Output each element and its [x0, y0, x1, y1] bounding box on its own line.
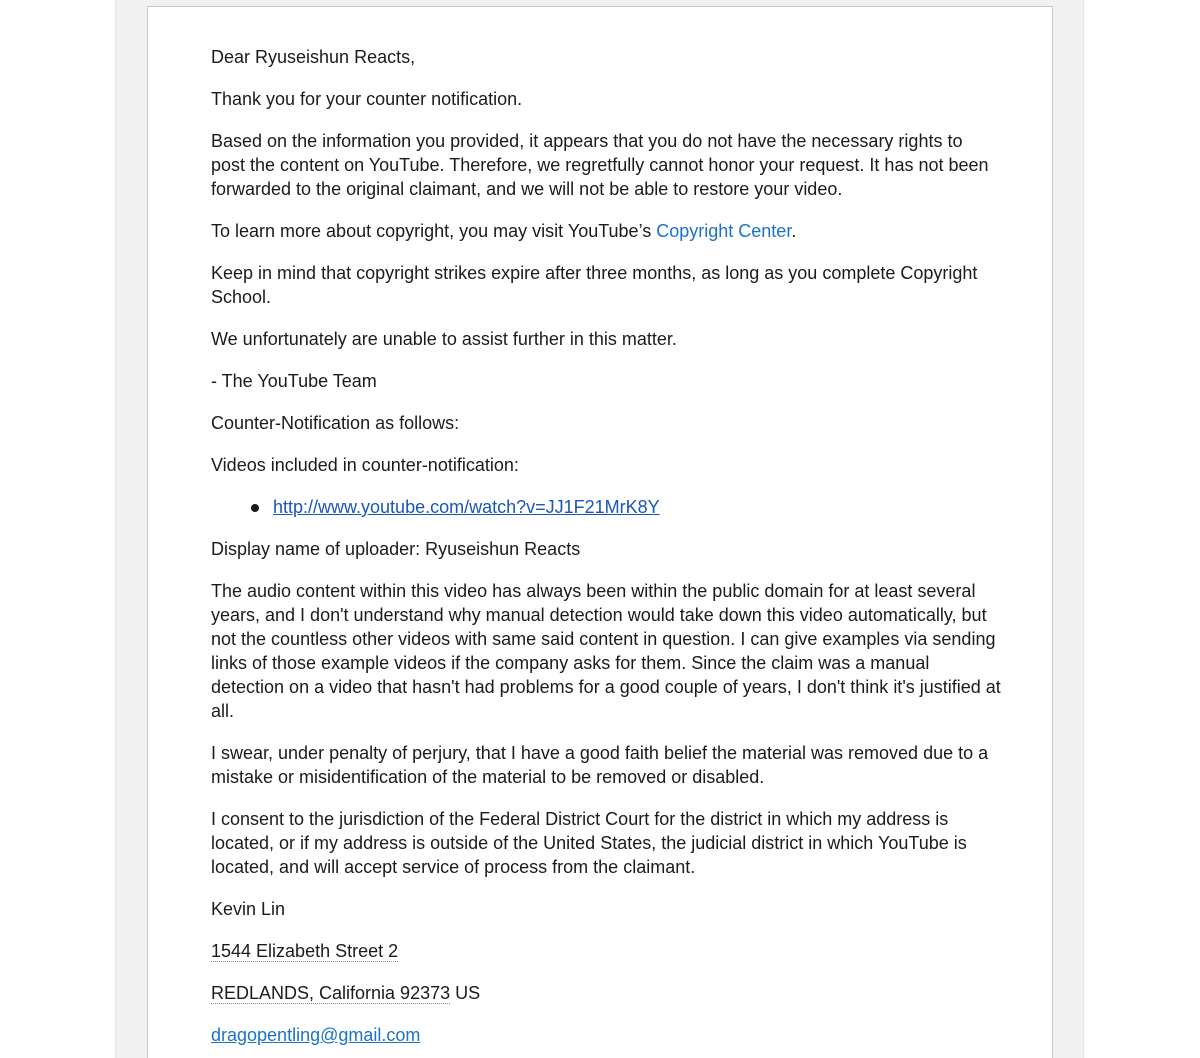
oath-paragraph: I swear, under penalty of perjury, that I have a good faith belief the material was removed due to a mistake or misidentification of the material to be removed or disabled. [211, 743, 989, 787]
address-street[interactable]: 1544 Elizabeth Street 2 [211, 941, 399, 961]
signer-name: Kevin Lin [211, 899, 286, 919]
email-address-link[interactable]: dragopentling@gmail.com [211, 1025, 421, 1045]
address-city-state[interactable]: REDLANDS, California 92373 [211, 983, 451, 1003]
learn-more-prefix: To learn more about copyright, you may visit YouTube’s [211, 221, 657, 241]
list-item [211, 495, 1001, 519]
bullet-icon [251, 504, 259, 512]
learn-more-suffix: . [791, 221, 797, 241]
thanks-paragraph: Thank you for your counter notification. [211, 89, 523, 109]
address-country: US [450, 983, 481, 1003]
decision-paragraph: Based on the information you provided, it appears that you do not have the necessary rights to post the content on YouTube. Therefore, we regretfully cannot honor your request. It has not been forwarded to the original claimant, and we will not be able to restore your video. [211, 131, 989, 199]
unable-paragraph: We unfortunately are unable to assist further in this matter. [211, 329, 677, 349]
consent-paragraph: I consent to the jurisdiction of the Federal District Court for the district in which my address is located, or if my address is outside of the United States, the judicial district in which YouTube is located, and will accept service of process from the claimant. [211, 809, 967, 877]
counter-heading: Counter-Notification as follows: [211, 413, 460, 433]
statement-paragraph: The audio content within this video has always been within the public domain for at least several years, and I don't understand why manual detection would take down this video automatically, but not the countless other videos with same said content in question. I can give examples via sending links of those example videos if the company asks for them. Since the claim was a manual detection on a video that hasn't had problems for a good couple of years, I don't think it's justified at all. [211, 581, 1001, 721]
address-line1 [211, 939, 1001, 963]
email-body [211, 45, 1001, 1058]
uploader-name: Display name of uploader: Ryuseishun Reacts [211, 539, 581, 559]
video-link[interactable]: http://www.youtube.com/watch?v=JJ1F21MrK8Y [273, 497, 660, 517]
email-message [147, 6, 1053, 1058]
copyright-center-link[interactable]: Copyright Center [656, 221, 792, 241]
address-line2 [211, 981, 1001, 1005]
email-address-line [211, 1023, 1001, 1047]
videos-list [211, 495, 1001, 519]
learn-more-paragraph [211, 219, 1001, 243]
signoff: - The YouTube Team [211, 371, 377, 391]
videos-heading: Videos included in counter-notification: [211, 455, 519, 475]
greeting: Dear Ryuseishun Reacts, [211, 47, 416, 67]
strikes-paragraph: Keep in mind that copyright strikes expire after three months, as long as you complete Copyright School. [211, 263, 978, 307]
